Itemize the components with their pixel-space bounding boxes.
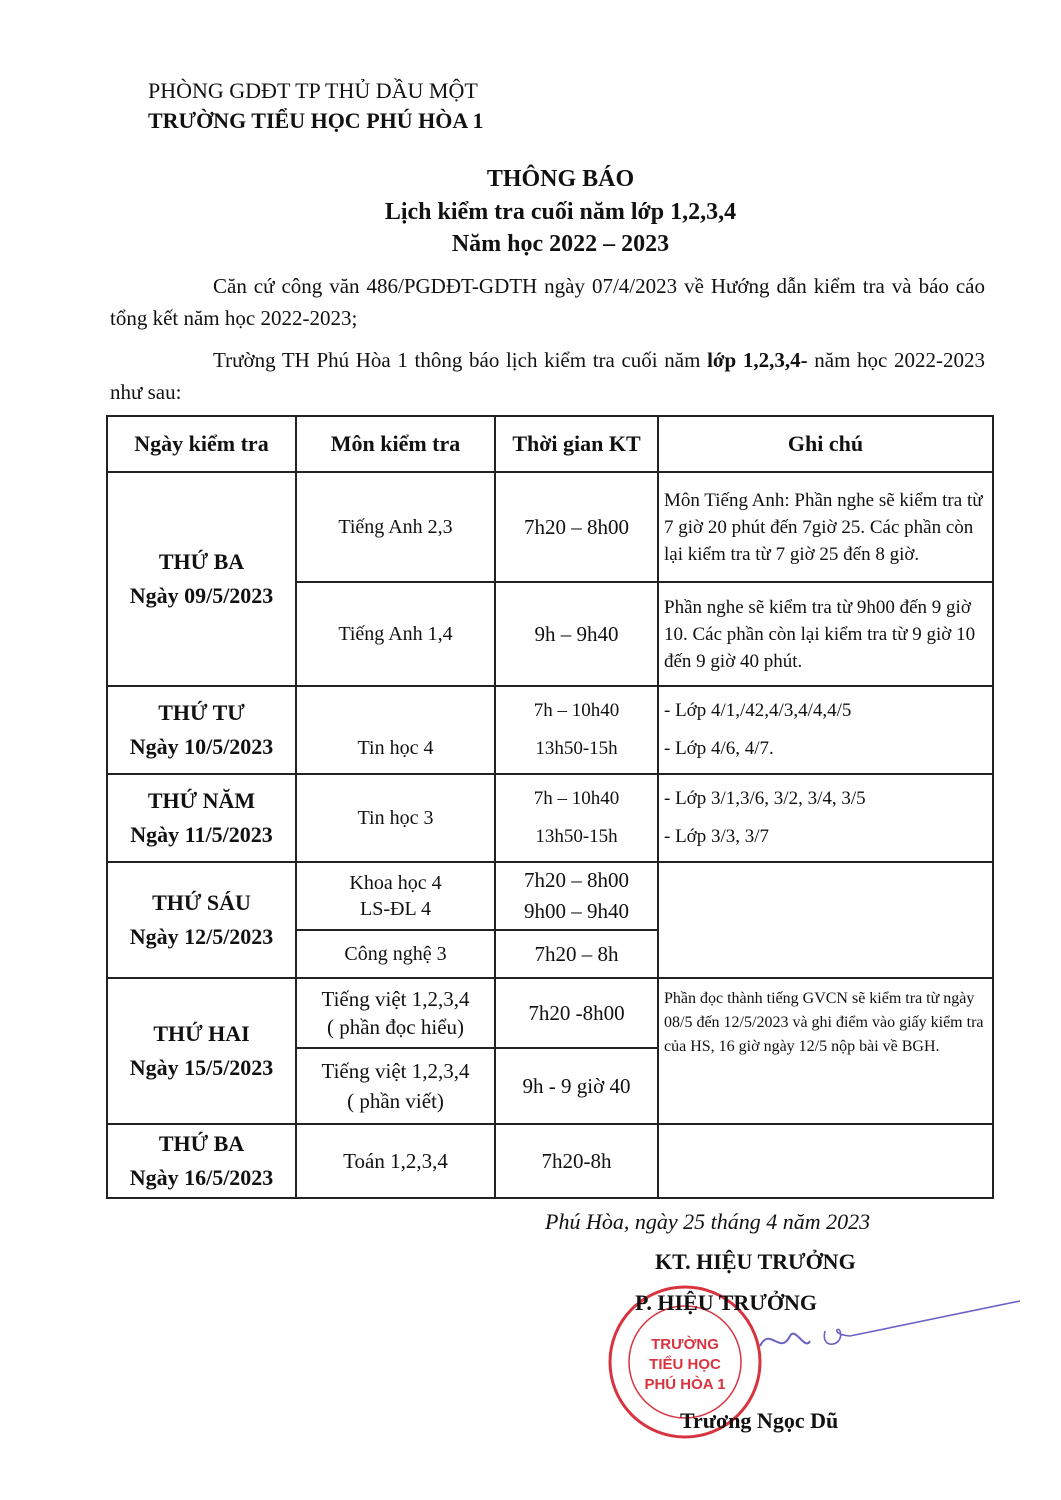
weekday: THỨ NĂM bbox=[147, 788, 256, 813]
weekday: THỨ HAI bbox=[153, 1021, 250, 1046]
time-cell: 7h20 -8h00 bbox=[495, 978, 658, 1048]
day-cell bbox=[107, 1124, 296, 1198]
subject-line: LS-ĐL 4 bbox=[360, 898, 431, 920]
note-cell: Phần nghe sẽ kiểm tra từ 9h00 đến 9 giờ 10. Các phần còn lại kiểm tra từ 9 giờ 10 đến 9 giờ 40 phút. bbox=[658, 582, 993, 686]
day-cell bbox=[107, 686, 296, 774]
time-cell: 9h - 9 giờ 40 bbox=[495, 1048, 658, 1124]
table-row bbox=[107, 978, 993, 1048]
date: Ngày 10/5/2023 bbox=[129, 734, 274, 759]
announcement-paragraph bbox=[110, 344, 985, 408]
date: Ngày 09/5/2023 bbox=[129, 583, 274, 608]
note-cell bbox=[658, 862, 993, 978]
subject-line: ( phần viết) bbox=[347, 1089, 444, 1113]
note-morning: - Lớp 4/1,/42,4/3,4/4,4/5 bbox=[664, 700, 852, 721]
time-cell bbox=[495, 686, 658, 774]
date: Ngày 15/5/2023 bbox=[129, 1055, 274, 1080]
weekday: THỨ TƯ bbox=[158, 700, 245, 725]
table-header-row bbox=[107, 416, 993, 472]
subject-line: Tiếng việt 1,2,3,4 bbox=[321, 987, 470, 1011]
signer-subtitle: P. HIỆU TRƯỞNG bbox=[635, 1290, 817, 1315]
subject-line: ( phần đọc hiểu) bbox=[326, 1015, 465, 1039]
signer-name: Trương Ngọc Dũ bbox=[680, 1408, 839, 1433]
note-cell bbox=[658, 686, 993, 774]
table-row bbox=[107, 472, 993, 582]
note-cell: Môn Tiếng Anh: Phần nghe sẽ kiểm tra từ 7 giờ 20 phút đến 7giờ 25. Các phần còn lại kiểm tra từ 7 giờ 25 đến 8 giờ. bbox=[658, 472, 993, 582]
subject-cell bbox=[296, 978, 495, 1048]
weekday: THỨ BA bbox=[158, 549, 245, 574]
time-cell: 9h – 9h40 bbox=[495, 582, 658, 686]
exam-schedule-table bbox=[106, 415, 994, 1199]
time-morning: 7h – 10h40 bbox=[533, 788, 620, 809]
subject-line: Tiếng việt 1,2,3,4 bbox=[321, 1059, 470, 1083]
school-year: Năm học 2022 – 2023 bbox=[451, 231, 670, 257]
date: Ngày 12/5/2023 bbox=[129, 924, 274, 949]
time-cell: 7h20 – 8h00 bbox=[495, 472, 658, 582]
time-line: 9h00 – 9h40 bbox=[524, 899, 629, 923]
table-row bbox=[107, 774, 993, 862]
time-cell bbox=[495, 774, 658, 862]
note-cell bbox=[658, 774, 993, 862]
announcement-text: Trường TH Phú Hòa 1 thông báo lịch kiểm tra cuối năm bbox=[213, 348, 708, 372]
table-row bbox=[107, 862, 993, 930]
time-cell: 7h20-8h bbox=[495, 1124, 658, 1198]
subject-cell: Tiếng Anh 1,4 bbox=[296, 582, 495, 686]
table-row bbox=[107, 686, 993, 774]
subject-cell: Tin học 4 bbox=[296, 686, 495, 774]
place-and-date: Phú Hòa, ngày 25 tháng 4 năm 2023 bbox=[545, 1209, 871, 1234]
subject-line: Khoa học 4 bbox=[349, 872, 442, 894]
day-cell bbox=[107, 472, 296, 686]
date: Ngày 11/5/2023 bbox=[130, 822, 273, 847]
signer-title: KT. HIỆU TRƯỞNG bbox=[655, 1249, 856, 1274]
weekday: THỨ SÁU bbox=[152, 890, 251, 915]
table-row bbox=[107, 1124, 993, 1198]
time-afternoon: 13h50-15h bbox=[535, 826, 618, 847]
subject-cell: Toán 1,2,3,4 bbox=[296, 1124, 495, 1198]
note-cell: Phần đọc thành tiếng GVCN sẽ kiểm tra từ ngày 08/5 đến 12/5/2023 và ghi điểm vào giấy kiểm tra của HS, 16 giờ ngày 12/5 nộp bài về BGH. bbox=[658, 978, 993, 1124]
note-afternoon: - Lớp 3/3, 3/7 bbox=[664, 826, 770, 847]
svg-text:PHÚ HÒA 1: PHÚ HÒA 1 bbox=[644, 1376, 726, 1393]
time-cell bbox=[495, 862, 658, 930]
document-subtitle: Lịch kiểm tra cuối năm lớp 1,2,3,4 bbox=[384, 199, 737, 225]
time-line: 7h20 – 8h00 bbox=[524, 868, 629, 892]
weekday: THỨ BA bbox=[158, 1131, 245, 1156]
header-time: Thời gian KT bbox=[495, 416, 658, 472]
announcement-text-end: năm học 2022-2023 như sau: bbox=[110, 348, 985, 404]
note-morning: - Lớp 3/1,3/6, 3/2, 3/4, 3/5 bbox=[664, 788, 866, 809]
header-date: Ngày kiểm tra bbox=[107, 416, 296, 472]
date: Ngày 16/5/2023 bbox=[129, 1165, 274, 1190]
subject-cell bbox=[296, 862, 495, 930]
intro-paragraph: Căn cứ công văn 486/PGDĐT-GDTH ngày 07/4/2023 về Hướng dẫn kiểm tra và báo cáo tổng kết năm học 2022-2023; bbox=[110, 274, 985, 330]
department-name: PHÒNG GDĐT TP THỦ DẦU MỘT bbox=[148, 78, 478, 103]
svg-text:TIỂU HỌC: TIỂU HỌC bbox=[649, 1356, 721, 1373]
day-cell bbox=[107, 978, 296, 1124]
svg-text:TRƯỜNG: TRƯỜNG bbox=[651, 1336, 719, 1353]
note-afternoon: - Lớp 4/6, 4/7. bbox=[664, 738, 774, 759]
time-cell: 7h20 – 8h bbox=[495, 930, 658, 978]
day-cell bbox=[107, 862, 296, 978]
day-cell bbox=[107, 774, 296, 862]
subject-cell: Tiếng Anh 2,3 bbox=[296, 472, 495, 582]
time-afternoon: 13h50-15h bbox=[535, 738, 618, 759]
subject-cell: Tin học 3 bbox=[296, 774, 495, 862]
subject-cell: Công nghệ 3 bbox=[296, 930, 495, 978]
note-cell bbox=[658, 1124, 993, 1198]
header-subject: Môn kiểm tra bbox=[296, 416, 495, 472]
subject-cell bbox=[296, 1048, 495, 1124]
document-title: THÔNG BÁO bbox=[486, 166, 635, 192]
header-note: Ghi chú bbox=[658, 416, 993, 472]
time-morning: 7h – 10h40 bbox=[533, 700, 620, 721]
announcement-grades: lớp 1,2,3,4- bbox=[707, 348, 808, 372]
school-name: TRƯỜNG TIỂU HỌC PHÚ HÒA 1 bbox=[148, 108, 484, 133]
